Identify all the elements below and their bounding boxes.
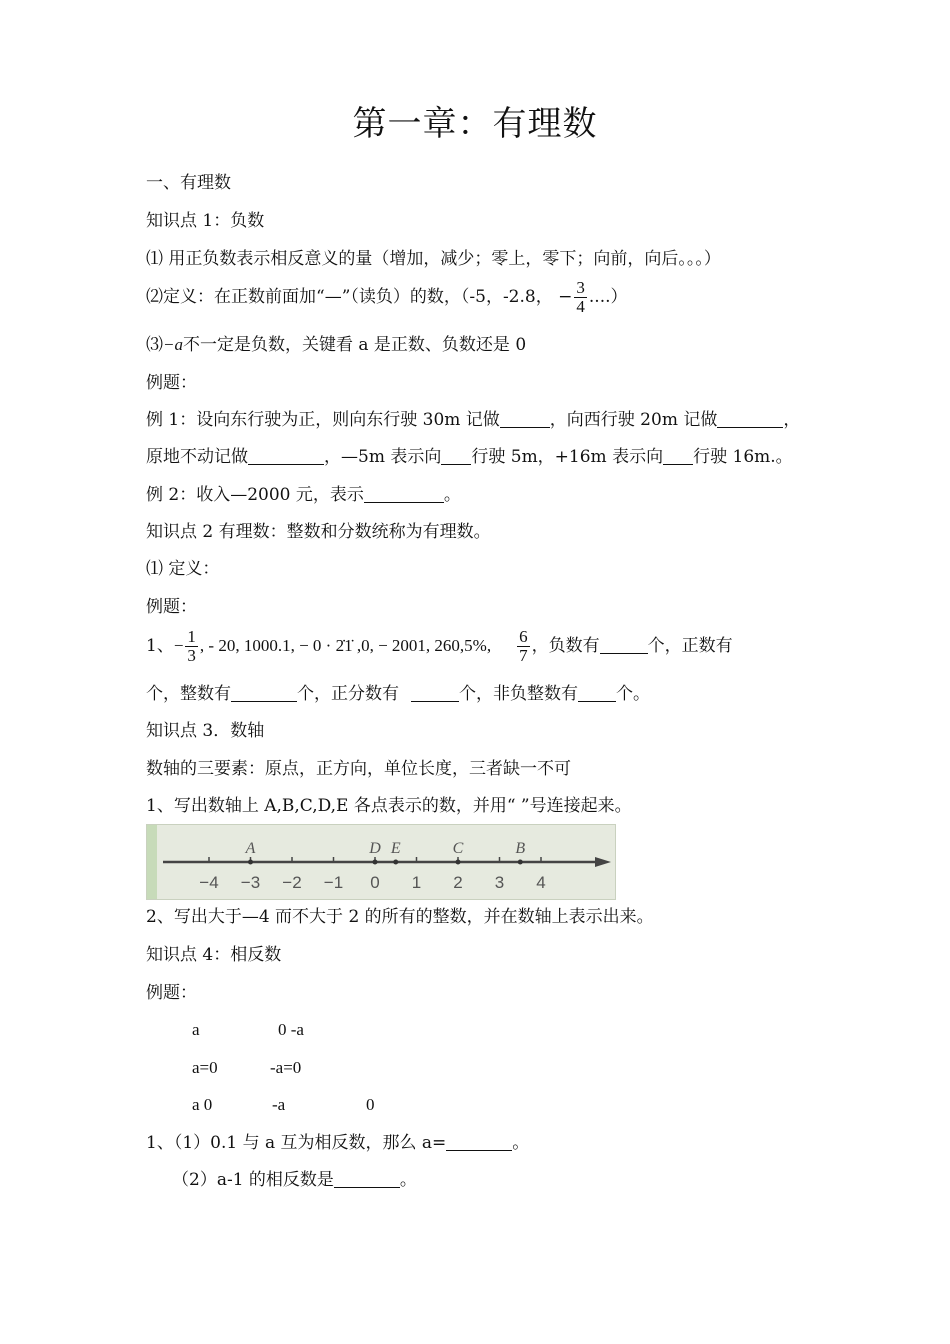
number-line-tick-label: 4: [536, 873, 546, 892]
fraction-denominator: 4: [576, 297, 585, 316]
answer-blank[interactable]: [578, 685, 616, 702]
knowledge-point-4: 知识点 4：相反数: [146, 945, 282, 965]
number-line-point: [373, 860, 378, 865]
fraction-numerator: 6: [519, 627, 528, 646]
rule-3-b: -a: [272, 1095, 286, 1114]
number-list: , - 20, 1000.1, − 0 · 2̇1̇ ,0, − 2001, 260,5%,: [199, 636, 492, 655]
number-line-point: [393, 860, 398, 865]
answer-blank[interactable]: [364, 486, 444, 503]
number-line-tick-label: 2: [453, 873, 463, 892]
fraction-numerator: 1: [187, 627, 196, 646]
knowledge-point-1: 知识点 1：负数: [146, 211, 265, 231]
kp3-description: 数轴的三要素：原点，正方向，单位长度，三者缺一不可: [146, 759, 571, 779]
minus-sign: −: [173, 636, 184, 655]
kp1-item-3-text: 不一定是负数，关键看 a 是正数、负数还是 0: [182, 335, 527, 355]
page-title: 第一章：有理数: [352, 104, 598, 144]
example-label: 例题：: [146, 373, 197, 393]
number-line-edge-strip: [147, 825, 157, 899]
number-line-tick-label: 1: [411, 873, 422, 892]
answer-blank[interactable]: [248, 448, 324, 465]
example-label: 例题：: [146, 597, 197, 617]
kp1-item-2-tail: ....）: [588, 287, 628, 307]
number-line-tick-label: −4: [199, 873, 219, 892]
question-text: 个，整数有: [146, 684, 231, 704]
rule-3-a: a 0: [192, 1095, 213, 1114]
answer-blank[interactable]: [411, 685, 459, 702]
knowledge-point-3: 知识点 3．数轴: [146, 721, 265, 741]
answer-blank[interactable]: [717, 411, 783, 428]
question-text: ，负数有: [531, 636, 600, 656]
number-line-point: [248, 860, 253, 865]
minus-sign: −: [558, 287, 573, 307]
rule-2-a: a=0: [192, 1058, 218, 1077]
example-text: 行驶 5m，+16m 表示向: [471, 447, 664, 467]
number-line-point-label: C: [452, 840, 464, 857]
kp4-question-1: [146, 1132, 529, 1154]
number-line-tick-label: 3: [494, 873, 505, 892]
answer-blank[interactable]: [446, 1134, 512, 1151]
section-heading: 一、有理数: [146, 173, 231, 193]
number-line-arrow-icon: [595, 857, 611, 867]
question-number: 1、: [146, 636, 174, 656]
example-text: 例 2：收入—2000 元，表示: [146, 485, 364, 505]
kp2-item-1: ⑴ 定义：: [146, 559, 220, 579]
kp3-question-1: 1、写出数轴上 A,B,C,D,E 各点表示的数，并用“ ”号连接起来。: [146, 796, 632, 816]
question-text: 1、（1）0.1 与 a 互为相反数，那么 a=: [146, 1133, 447, 1153]
example-2: [146, 484, 461, 506]
number-line-tick-label: −3: [240, 873, 261, 892]
question-1-line-2: [146, 683, 650, 705]
kp4-question-2: [172, 1169, 417, 1191]
question-text: 。: [512, 1133, 530, 1153]
question-text: （2）a-1 的相反数是: [172, 1170, 334, 1190]
number-line-tick-label: −2: [282, 873, 302, 892]
example-1-line-2: [146, 446, 793, 468]
question-1-line-1: [146, 628, 733, 665]
negative-a: −a: [163, 335, 183, 354]
example-text: ，: [783, 410, 801, 430]
answer-blank[interactable]: [334, 1171, 400, 1188]
question-text: 个，正分数有: [297, 684, 399, 704]
knowledge-point-2: 知识点 2 有理数：整数和分数统称为有理数。: [146, 522, 491, 542]
kp1-item-3: [146, 334, 526, 356]
number-line-point-label: A: [245, 840, 256, 857]
answer-blank[interactable]: [441, 448, 471, 465]
example-text: 行驶 16m.。: [693, 447, 793, 467]
question-text: 个，非负整数有: [459, 684, 578, 704]
fraction-6-7: [517, 628, 530, 665]
question-text: 。: [399, 1170, 417, 1190]
example-label: 例题：: [146, 983, 197, 1003]
fraction-denominator: 3: [187, 646, 196, 665]
number-line-tick-label: −1: [323, 873, 344, 892]
kp3-question-2: 2、写出大于—4 而不大于 2 的所有的整数，并在数轴上表示出来。: [146, 907, 654, 927]
answer-blank[interactable]: [500, 411, 550, 428]
rule-1-a: a: [192, 1020, 200, 1039]
number-line-figure: [146, 824, 616, 900]
number-line-svg: [147, 825, 615, 899]
number-line-point-label: B: [515, 840, 526, 857]
example-text: 例 1：设向东行驶为正，则向东行驶 30m 记做: [146, 410, 500, 430]
kp1-item-2-text: ⑵定义：在正数前面加“—”（读负）的数，（-5，-2.8，: [146, 287, 553, 307]
fraction-numerator: 3: [576, 278, 585, 297]
rule-2-b: -a=0: [270, 1058, 302, 1077]
fraction-1-3: [185, 628, 198, 665]
item-marker: ⑶: [146, 335, 163, 355]
example-text: ，向西行驶 20m 记做: [549, 410, 718, 430]
number-line-point: [518, 860, 523, 865]
number-line-point-label: E: [390, 840, 401, 857]
answer-blank[interactable]: [231, 685, 297, 702]
example-text: ，—5m 表示向: [324, 447, 442, 467]
number-line-point-label: D: [369, 840, 381, 857]
rule-3-c: 0: [366, 1095, 375, 1114]
answer-blank[interactable]: [663, 448, 693, 465]
fraction-denominator: 7: [519, 646, 528, 665]
answer-blank[interactable]: [600, 637, 648, 654]
kp1-item-1: ⑴ 用正负数表示相反意义的量（增加，减少；零上，零下；向前，向后。。。）: [146, 249, 721, 269]
fraction-3-4: [574, 279, 587, 316]
example-1-line-1: [146, 409, 800, 431]
kp1-item-2: [146, 279, 628, 316]
rule-1-b: 0 -a: [278, 1020, 304, 1039]
number-line-tick-label: 0: [370, 873, 380, 892]
example-text: 。: [443, 485, 461, 505]
question-text: 个。: [616, 684, 650, 704]
example-text: 原地不动记做: [146, 447, 248, 467]
number-line-point: [456, 860, 461, 865]
question-text: 个，正数有: [647, 636, 733, 656]
